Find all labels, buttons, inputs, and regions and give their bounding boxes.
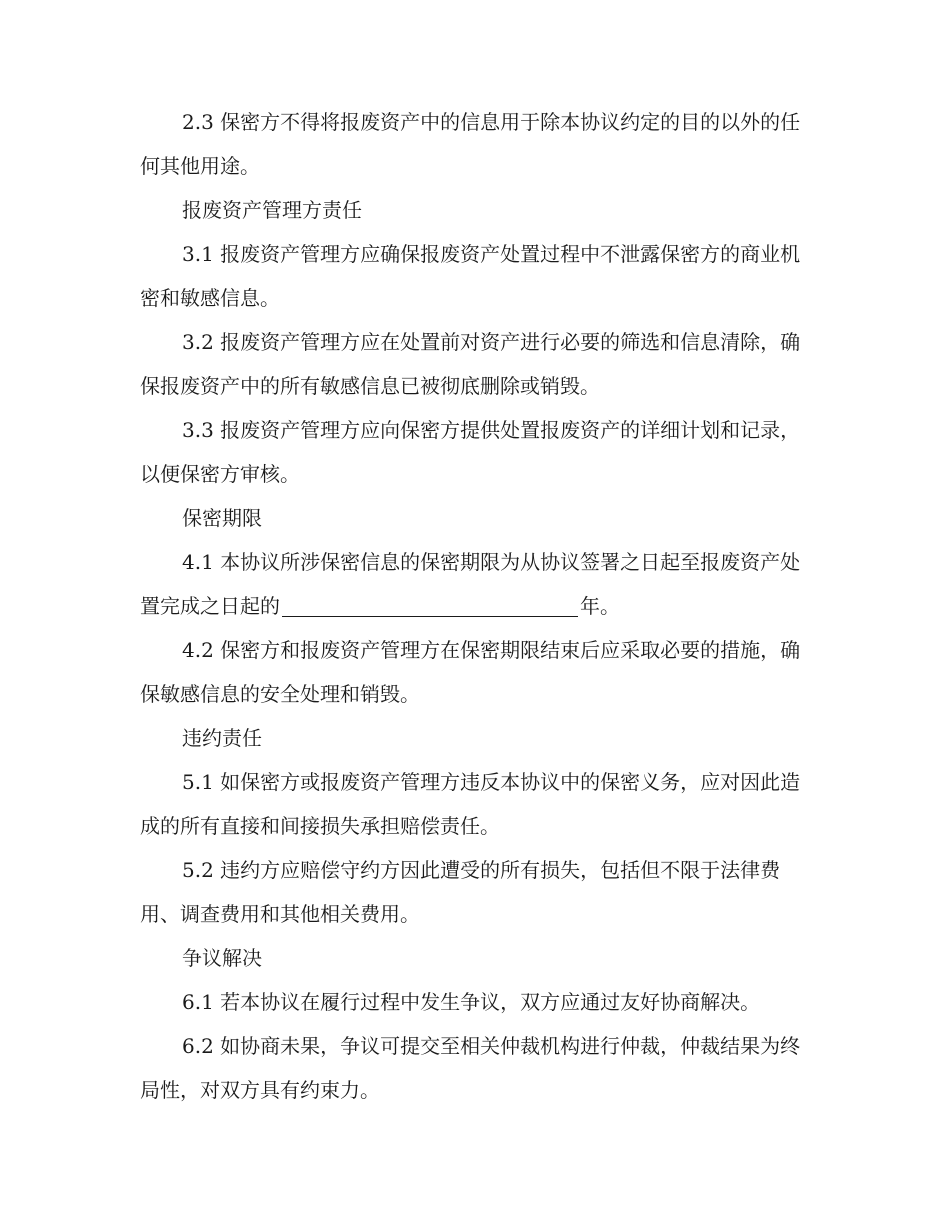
clause-4-1-text-before: 4.1 本协议所涉保密信息的保密期限为从协议签署之日起至报废资产处置完成之日起的 [140, 550, 801, 618]
clause-3-2: 3.2 报废资产管理方应在处置前对资产进行必要的筛选和信息清除，确保报废资产中的所有敏感信息已被彻底删除或销毁。 [140, 330, 801, 398]
section-heading-manager-responsibility: 报废资产管理方责任 [182, 198, 362, 222]
section-heading-breach-liability: 违约责任 [182, 726, 262, 750]
clause-6-2: 6.2 如协商未果，争议可提交至相关仲裁机构进行仲裁，仲裁结果为终局性，对双方具有约束力。 [140, 1034, 801, 1102]
clause-3-1: 3.1 报废资产管理方应确保报废资产处置过程中不泄露保密方的商业机密和敏感信息。 [140, 242, 801, 310]
section-heading-confidentiality-period: 保密期限 [182, 506, 262, 530]
clause-2-3: 2.3 保密方不得将报废资产中的信息用于除本协议约定的目的以外的任何其他用途。 [140, 110, 801, 178]
fill-in-blank-years[interactable] [282, 596, 578, 617]
clause-5-2: 5.2 违约方应赔偿守约方因此遭受的所有损失，包括但不限于法律费用、调查费用和其他相关费用。 [140, 858, 781, 926]
clause-5-1: 5.1 如保密方或报废资产管理方违反本协议中的保密义务，应对因此造成的所有直接和间接损失承担赔偿责任。 [140, 770, 801, 838]
clause-3-3: 3.3 报废资产管理方应向保密方提供处置报废资产的详细计划和记录，以便保密方审核。 [140, 418, 801, 486]
section-heading-dispute-resolution: 争议解决 [182, 946, 262, 970]
document-body [140, 100, 810, 1112]
clause-4-1-text-after: 年。 [580, 594, 620, 618]
clause-6-1: 6.1 若本协议在履行过程中发生争议，双方应通过友好协商解决。 [182, 990, 761, 1014]
clause-4-1 [140, 540, 810, 628]
clause-4-2: 4.2 保密方和报废资产管理方在保密期限结束后应采取必要的措施，确保敏感信息的安全处理和销毁。 [140, 638, 801, 706]
